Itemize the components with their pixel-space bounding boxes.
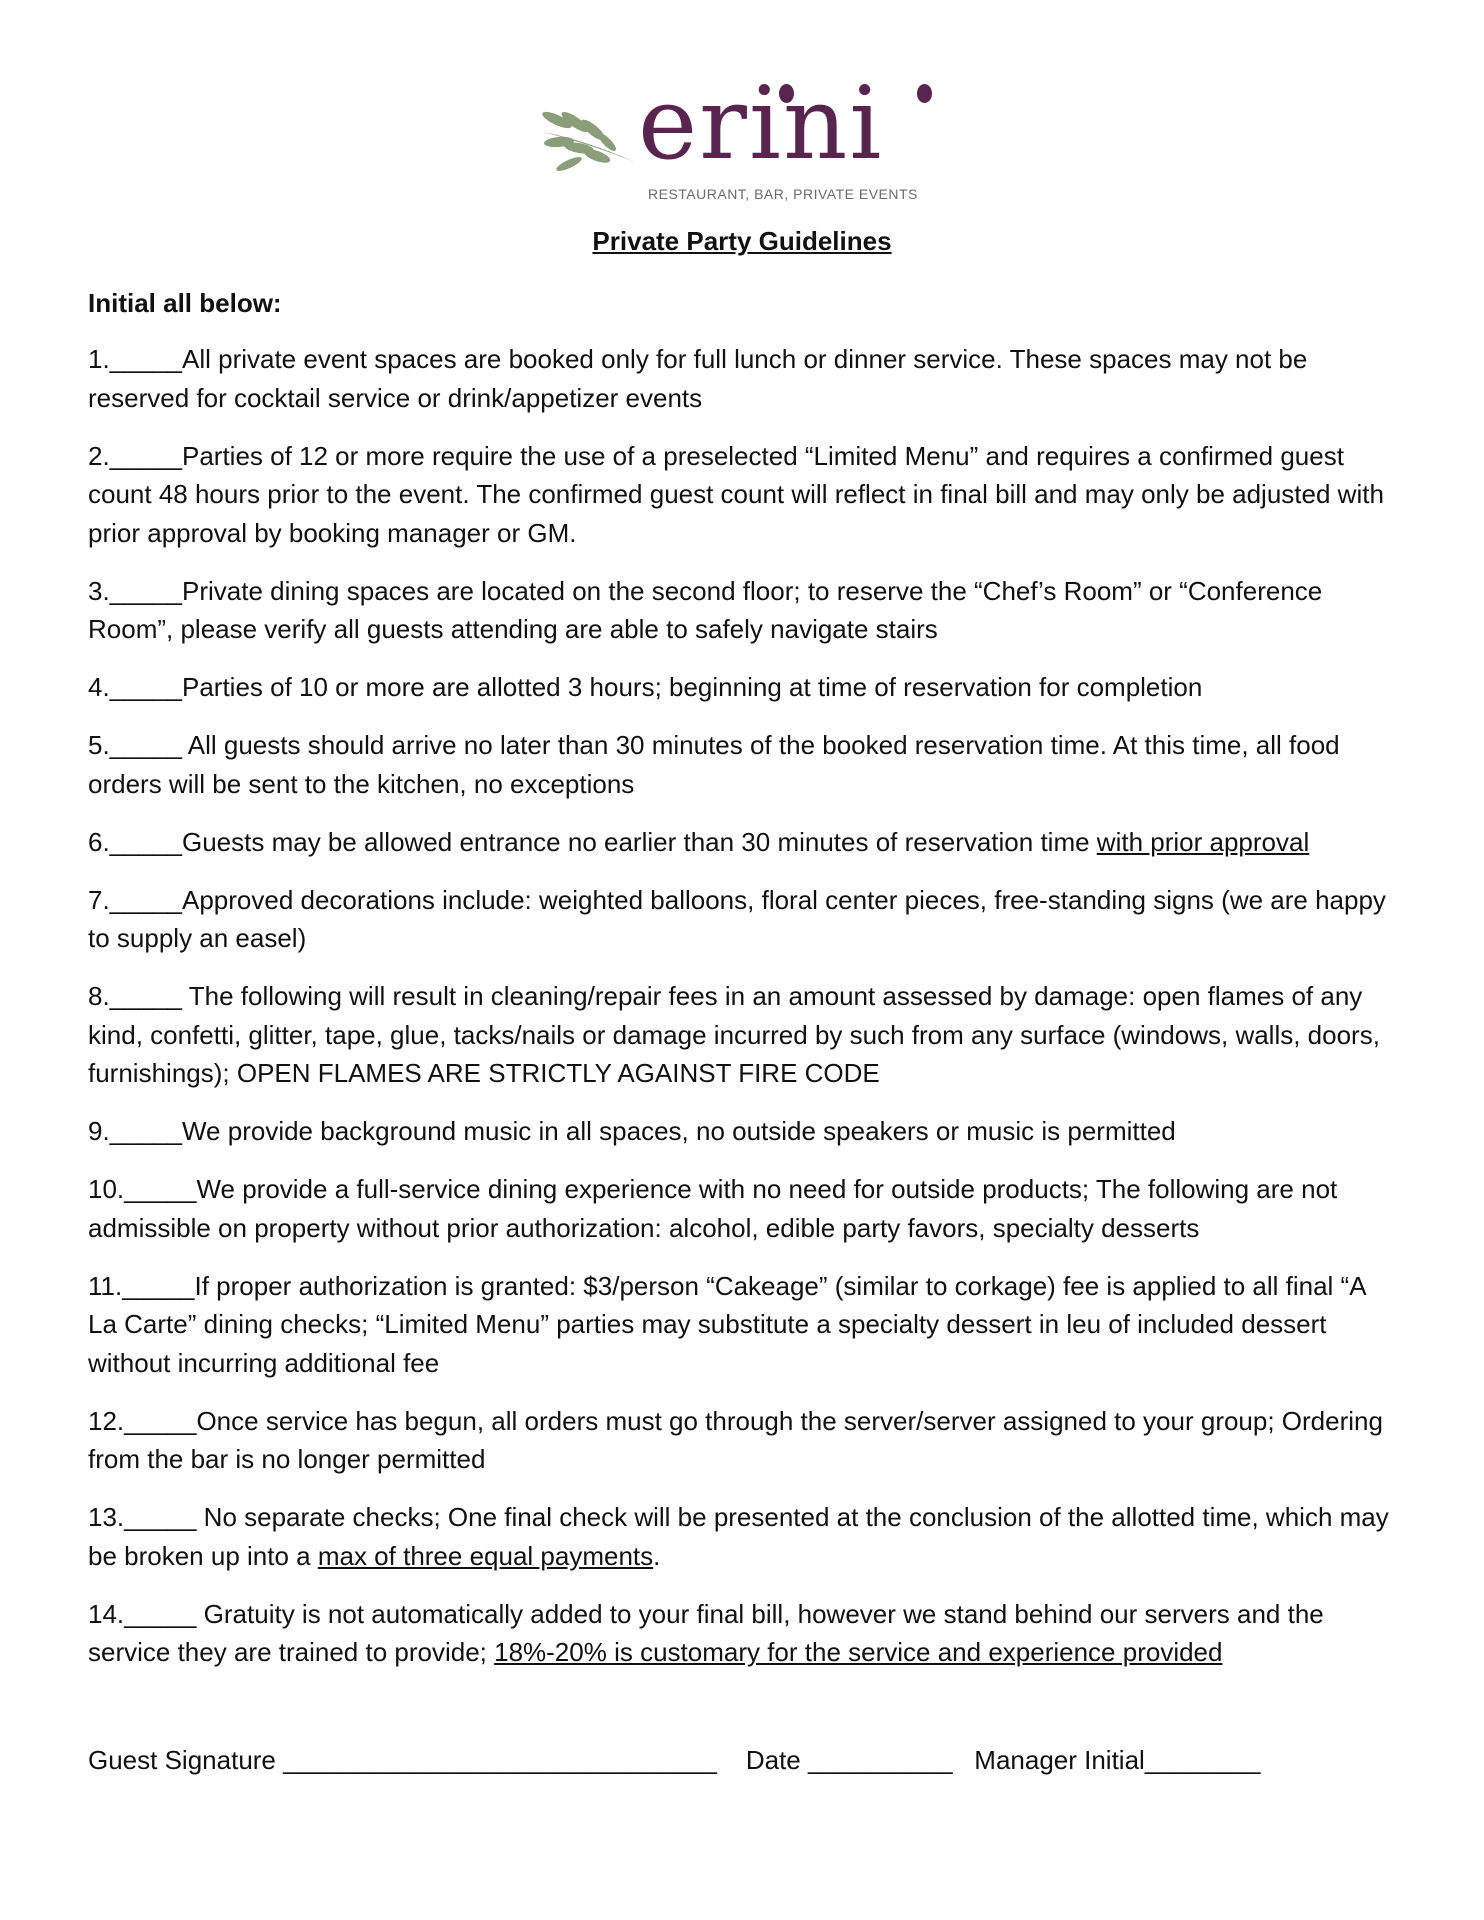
guideline-item xyxy=(88,1170,1398,1247)
initial-blank[interactable]: 1._____ xyxy=(88,344,182,374)
date-label: Date xyxy=(745,1745,801,1775)
guideline-item xyxy=(88,572,1398,649)
guideline-text: Approved decorations include: weighted balloons, floral center pieces, free-standing signs (we are happy to supply an easel) xyxy=(88,884,1386,953)
logo-wordmark: erini xyxy=(638,65,884,182)
olive-dot-icon xyxy=(917,84,932,103)
guideline-item xyxy=(88,1267,1398,1383)
guideline-text: All guests should arrive no later than 30 minutes of the booked reservation time. At this time, all food orders will be sent to the kitchen, no exceptions xyxy=(88,730,1340,799)
initial-blank[interactable]: 3._____ xyxy=(88,575,182,606)
guideline-text: All private event spaces are booked only for full lunch or dinner service. These spaces may not be reserved for cocktail service or drink/appetizer events xyxy=(88,344,1308,413)
guideline-text: Parties of 12 or more require the use of a preselected “Limited Menu” and requires a confirmed guest count 48 hours prior to the event. The confirmed guest count will reflect in final bill and may only be adjusted with prior approval by booking manager or GM. xyxy=(88,440,1384,548)
guideline-item xyxy=(88,1595,1398,1672)
guideline-item xyxy=(88,726,1398,803)
date-field[interactable]: __________ xyxy=(808,1745,953,1775)
guideline-item xyxy=(88,437,1398,553)
guideline-text: We provide background music in all spaces, no outside speakers or music is permitted xyxy=(181,1116,1176,1146)
guideline-text: Parties of 10 or more are allotted 3 hours; beginning at time of reservation for completion xyxy=(181,672,1203,702)
initial-blank[interactable]: 4._____ xyxy=(88,672,182,702)
initial-blank[interactable]: 8._____ xyxy=(88,981,182,1011)
guideline-item xyxy=(88,881,1398,958)
guideline-text: No separate checks; One final check will be presented at the conclusion of the allotted time, which may be broken up into a xyxy=(88,1502,1389,1571)
guideline-emphasis: 18%-20% is customary for the service and experience provided xyxy=(494,1637,1223,1667)
initial-blank[interactable]: 10._____ xyxy=(88,1174,197,1204)
guideline-text: If proper authorization is granted: $3/person “Cakeage” (similar to corkage) fee is applied to all final “A La Carte” dining checks; “Limited Menu” parties may substitute a specialty dessert in leu of included dessert without incurring additional fee xyxy=(88,1270,1366,1378)
erini-logo xyxy=(545,65,945,212)
logo-tagline: RESTAURANT, BAR, PRIVATE EVENTS xyxy=(648,186,918,202)
guideline-text: Guests may be allowed entrance no earlier than 30 minutes of reservation time xyxy=(181,826,1097,857)
guideline-item xyxy=(88,1402,1398,1479)
guideline-text: Once service has begun, all orders must go through the server/server assigned to your group; Ordering from the bar is no longer permitted xyxy=(88,1405,1383,1474)
initial-blank[interactable]: 2._____ xyxy=(88,440,182,471)
initial-blank[interactable]: 13._____ xyxy=(88,1502,197,1532)
olive-branch-icon xyxy=(535,92,645,202)
initial-blank[interactable]: 5._____ xyxy=(88,730,182,760)
guidelines-list xyxy=(88,340,1398,1691)
guest-signature-label: Guest Signature xyxy=(88,1745,276,1775)
manager-initial-field[interactable]: ________ xyxy=(1144,1745,1261,1775)
guideline-item xyxy=(88,1498,1398,1575)
initial-blank[interactable]: 14._____ xyxy=(88,1598,197,1629)
guideline-text: Gratuity is not automatically added to your final bill, however we stand behind our servers and the service they are trained to provide; xyxy=(88,1598,1324,1667)
guideline-tail: . xyxy=(653,1540,661,1571)
initial-blank[interactable]: 6._____ xyxy=(88,826,182,857)
instruction-heading: Initial all below: xyxy=(88,288,282,318)
guideline-text: The following will result in cleaning/repair fees in an amount assessed by damage: open flames of any kind, confetti, glitter, tape, glue, tacks/nails or damage incurred by such from any surface (windows, walls, doors, furnishings); OPEN FLAMES ARE STRICTLY AGAINST FIRE CODE xyxy=(88,981,1380,1088)
guideline-text: We provide a full-service dining experience with no need for outside products; The following are not admissible on property without prior authorization: alcohol, edible party favors, specialty desserts xyxy=(88,1174,1338,1243)
guideline-item xyxy=(88,340,1398,417)
initial-blank[interactable]: 9._____ xyxy=(88,1116,182,1146)
page-title: Private Party Guidelines xyxy=(592,226,892,256)
initial-blank[interactable]: 12._____ xyxy=(88,1405,197,1436)
guideline-item xyxy=(88,823,1398,862)
guideline-item xyxy=(88,977,1398,1093)
guideline-emphasis: with prior approval xyxy=(1096,826,1310,857)
initial-blank[interactable]: 11._____ xyxy=(88,1270,195,1301)
guideline-item xyxy=(88,668,1398,707)
guideline-text: Private dining spaces are located on the second floor; to reserve the “Chef’s Room” or “Conference Room”, please verify all guests attending are able to safely navigate stairs xyxy=(88,575,1323,644)
guideline-emphasis: max of three equal payments xyxy=(317,1540,654,1571)
manager-initial-label: Manager Initial xyxy=(974,1745,1145,1775)
guideline-item xyxy=(88,1112,1398,1151)
guest-signature-field[interactable]: ______________________________ xyxy=(283,1745,717,1775)
signature-row xyxy=(88,1745,1398,1776)
initial-blank[interactable]: 7._____ xyxy=(88,884,182,915)
